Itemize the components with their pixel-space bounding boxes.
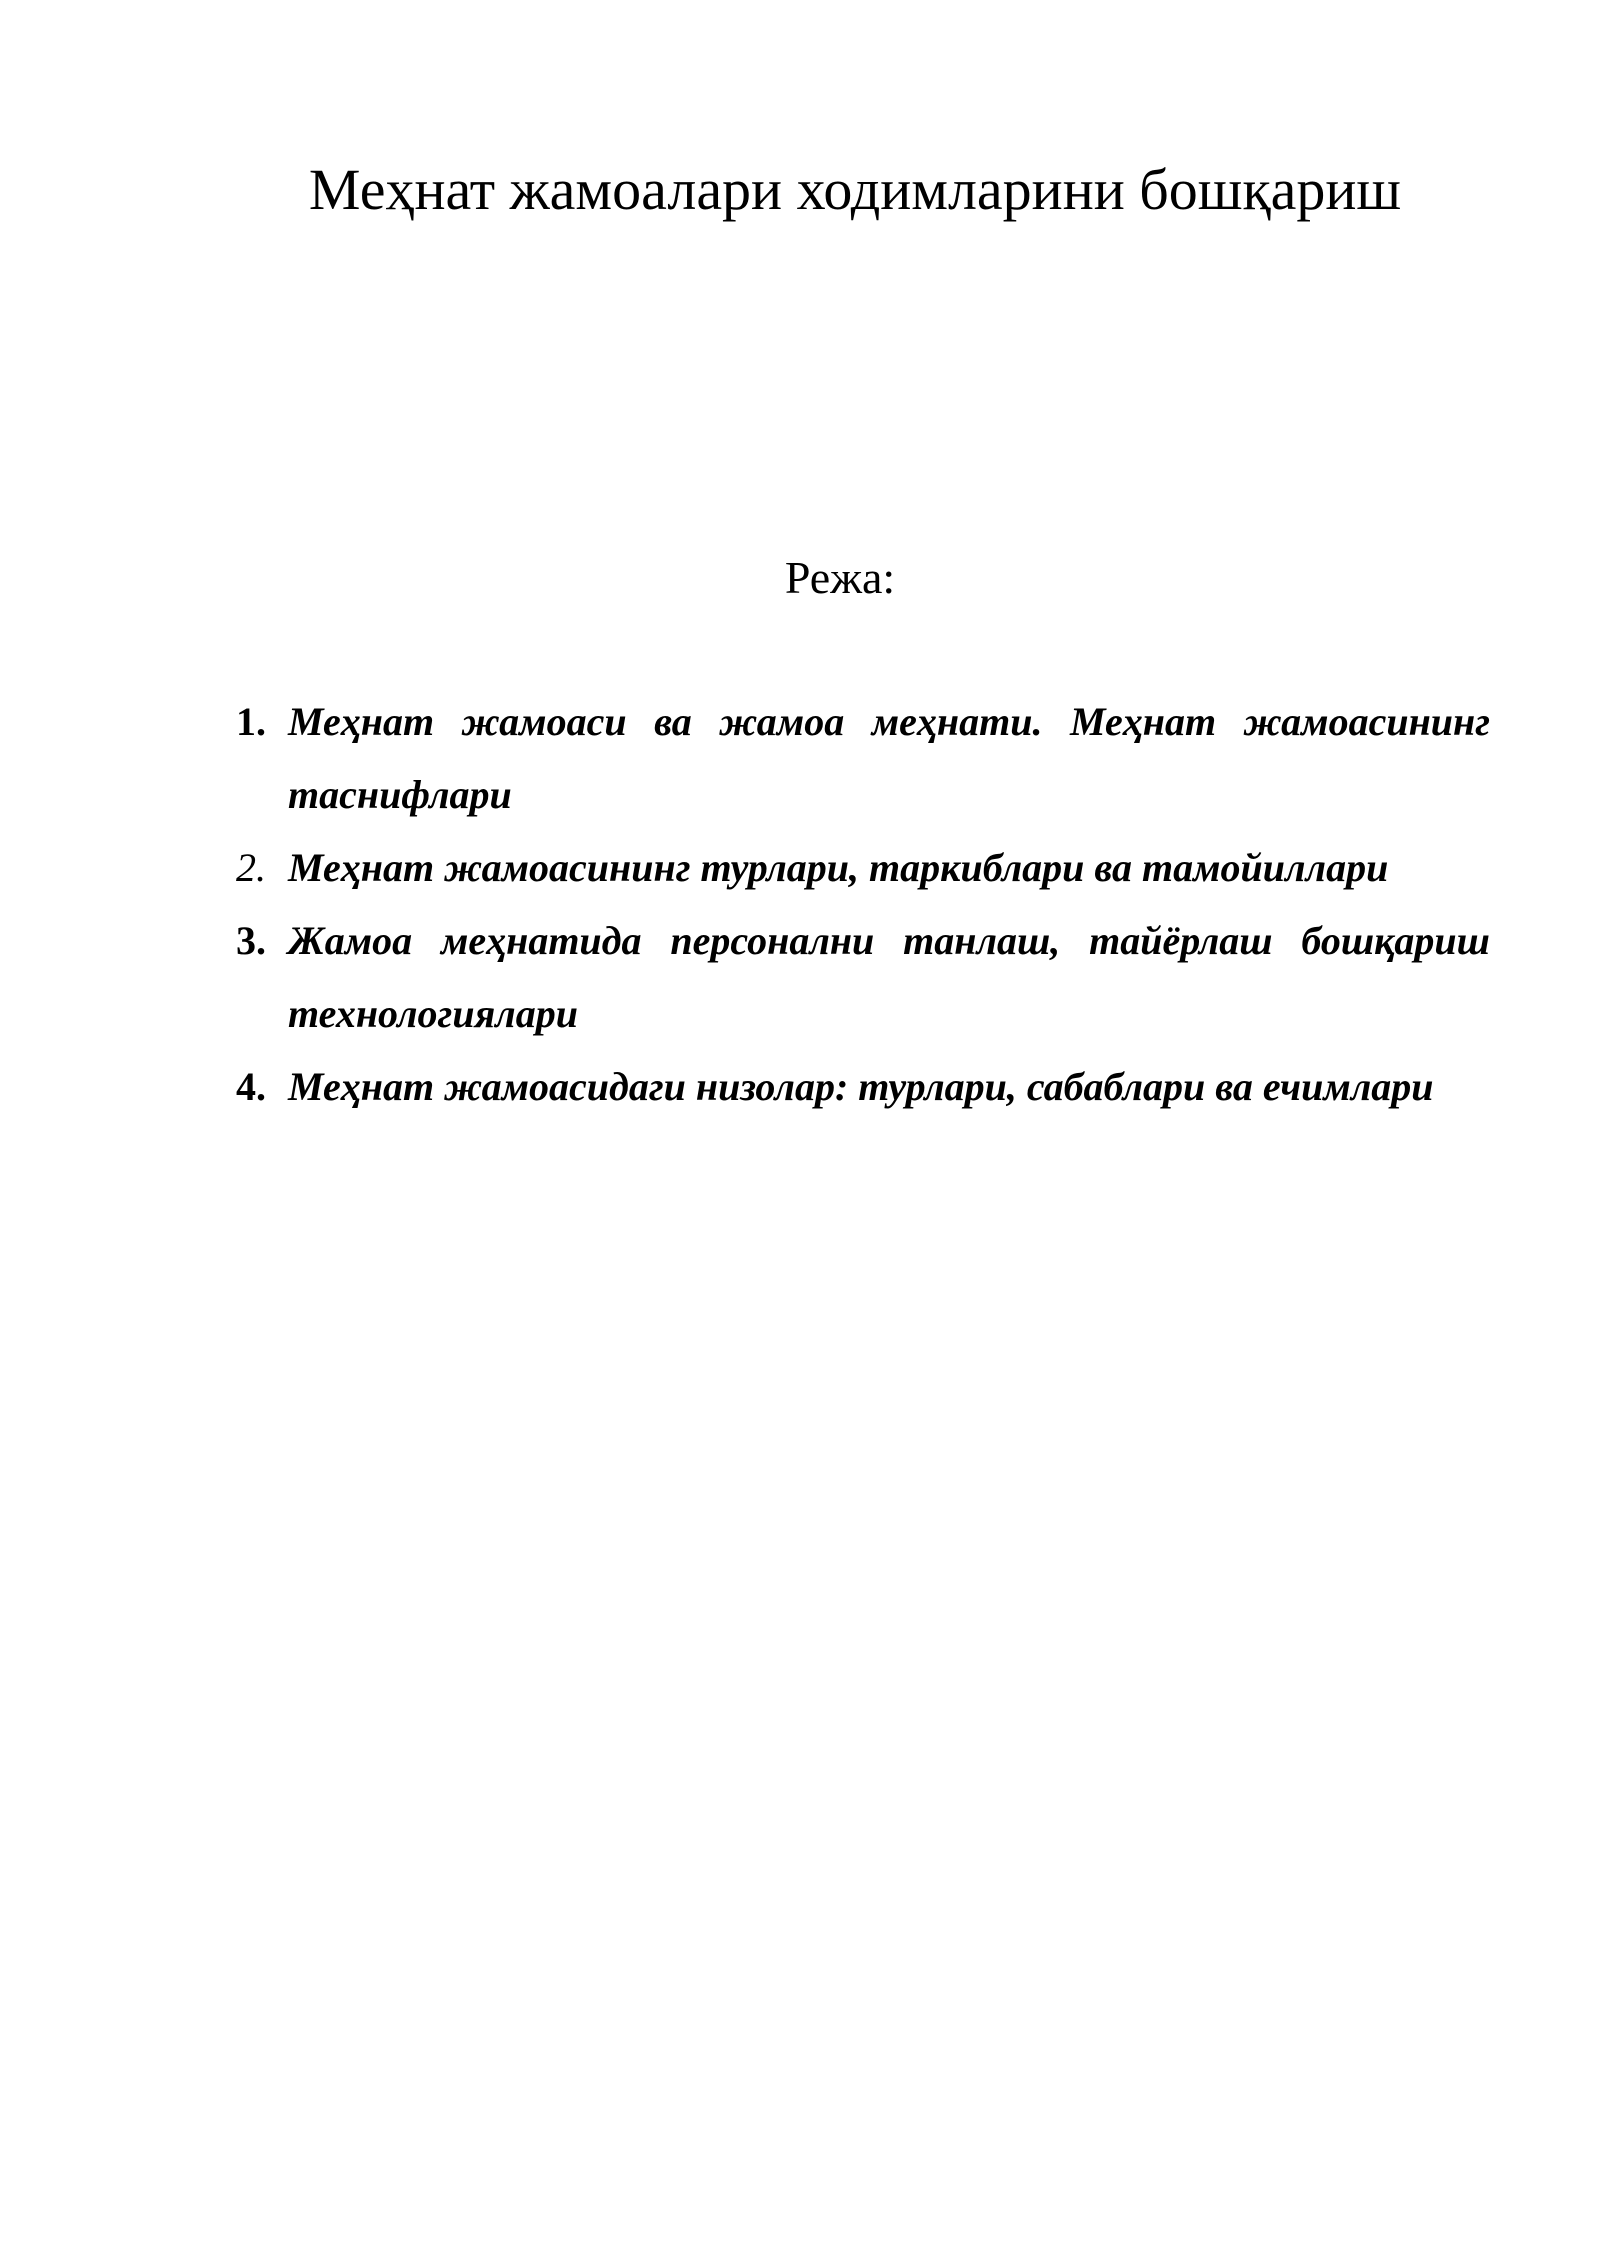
plan-item-3 xyxy=(236,904,1490,1050)
plan-item-text-line: Меҳнат жамоасидаги низолар: турлари, сабаблари ва ечимлари xyxy=(288,1064,1434,1109)
plan-item-text-line: Жамоа меҳнатида персонални танлаш, тайёрлаш бошқариш xyxy=(288,918,1490,963)
plan-item-number: 1. xyxy=(236,699,266,744)
plan-item-text-line: таснифлари xyxy=(288,772,512,817)
plan-item-number: 2. xyxy=(236,845,266,890)
plan-item-text-line: Меҳнат жамоасининг турлари, таркиблари ва тамойиллари xyxy=(288,845,1389,890)
plan-heading: Режа: xyxy=(784,552,896,603)
document-title: Меҳнат жамоалари ходимларини бошқариш xyxy=(308,157,1402,222)
plan-item-number: 4. xyxy=(236,1064,266,1109)
plan-item-4 xyxy=(236,1050,1490,1123)
plan-list xyxy=(236,685,1490,1123)
plan-item-text-line: Меҳнат жамоаси ва жамоа меҳнати. Меҳнат жамоасининг xyxy=(288,699,1490,744)
plan-item-1 xyxy=(236,685,1490,831)
plan-item-text-line: технологиялари xyxy=(288,991,578,1036)
plan-item-number: 3. xyxy=(236,918,266,963)
plan-item-2 xyxy=(236,831,1490,904)
